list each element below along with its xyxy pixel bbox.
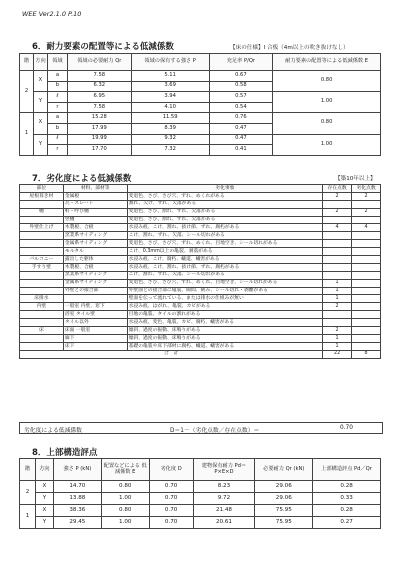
header-deg: 劣化点数 [352,185,381,193]
table-row: Y 13.88 1.00 0.70 9.72 29.06 0.33 [20,493,381,505]
table-row: 廊下 傾斜、過度の振動、床鳴りがある 1 [20,334,381,342]
header-direction: 方向 [33,54,47,71]
formula-expression: D＝1－（劣化点数／存在点数）＝ [170,427,260,434]
table-row: 2 X a 7.58 5.11 0.67 0.80 [20,71,381,82]
table-row: 床 床面 一般室 傾斜、過度の振動、床鳴りがある 2 [20,327,381,335]
header-score: 上部構造評点 Pd／Qr [313,459,381,481]
table-row: 手すり壁 木製板、合板 水浸み痕、こけ、割れ、抜け節、ずれ、腐朽がある [20,263,381,271]
header-capacity: 建物保有耐力 Pd＝P×E×D [193,459,255,481]
table-row: バルコニー 露出した躯体 水浸み痕、こけ、腐朽、蟻道、蟻害がある [20,256,381,264]
table-row: r 7.58 4.10 0.54 [20,102,381,113]
table-row: タイル以外 水浸み痕、変色、亀裂、カビ、腐朽、蟻害がある [20,319,381,327]
header-direction: 方向 [35,459,53,481]
header-part: 部位 [20,185,64,193]
table-row: Y 29.45 1.00 0.70 20.61 75.95 0.27 [20,517,381,529]
total-row: 合 計 22 8 [20,350,381,358]
header-region: 領域 [47,54,67,71]
table-row: 1 X 38.36 0.80 0.70 21.48 75.95 0.28 [20,505,381,517]
section7-note: 【築10年以上】 [335,176,376,182]
header-exist: 存在点数 [323,185,352,193]
table-row: 外壁仕上げ 木製板、合板 水浸み痕、こけ、割れ、抜け節、ずれ、腐朽がある 4 4 [20,224,381,232]
table-row: 2 X 14.70 0.80 0.70 8.23 29.06 0.28 [20,481,381,493]
header-ratio: 充足率 P/Qr [209,54,273,71]
table-row: 窯業系サイディング こけ、割れ、ずれ、欠落、シール切れがある [20,232,381,240]
table-row: Y ℓ 6.95 3.94 0.57 1.00 [20,92,381,103]
table-row: r 17.70 7.32 0.41 [20,145,381,156]
table-row: 1 X a 15.28 11.59 0.76 0.80 [20,113,381,124]
table-row: 外壁との接合部 外壁面との接合部に亀裂、隙間、緩み、シール切れ・剥離がある 1 [20,287,381,295]
table-row: 床排水 壁面を伝って流れている、または排水の仕組みが無い 1 [20,295,381,303]
section6-table [19,53,381,156]
table-row: 内壁 一般室 内壁、窓下 水浸み痕、はがれ、亀裂、カビがある 2 [20,303,381,311]
section7-title: 7．劣化度による低減係数 [32,174,132,184]
table-row: Y ℓ 19.99 9.32 0.47 1.00 [20,134,381,145]
table-row: 床下 基礎の亀裂や床下部材に腐朽、蟻道、蟻害がある 1 [20,342,381,350]
deterioration-formula [19,422,383,434]
header-material: 材料、部材等 [63,185,127,193]
header-required: 領域の必要耐力 Qr [67,54,131,71]
table-row: b 6.32 3.69 0.58 [20,81,381,92]
table-row: 竪樋 変退色、さび、割れ、ずれ、欠落がある [20,216,381,224]
header-strength: 強さ P (kN) [53,459,101,481]
section7-table [19,184,381,359]
header-event: 劣化事象 [127,185,323,193]
header-strength: 領域の保有する強さ P [131,54,209,71]
section8-table [19,458,381,529]
header-deterioration: 劣化度 D [149,459,193,481]
header-reduction: 配置などによる 低減係数 E [101,459,149,481]
page-header: WEE Ver2.1.0 P.10 [22,10,82,18]
table-row: 浴室 タイル壁 目地の亀裂、タイルの割れがある [20,311,381,319]
table-row: 窯業系サイディング こけ、割れ、ずれ、欠落、シール切れがある [20,271,381,279]
table-row: b 17.99 8.39 0.47 [20,123,381,134]
table-row: 瓦・スレート 割れ、欠け、ずれ、欠落がある [20,200,381,208]
table-row: モルタル こけ、0.3mm以上の亀裂、剥落がある [20,248,381,256]
header-reduction: 耐力要素の配置等による低減係数 E [273,54,381,71]
section8-title: 8．上部構造評点 [32,448,98,458]
header-floor: 階 [20,54,34,71]
header-required: 必要耐力 Qr (kN) [255,459,313,481]
table-row: 屋根葺き材 金属板 変退色、さび、さび穴、ずれ、めくれがある 2 2 [20,192,381,200]
header-floor: 階 [20,459,36,481]
table-row: 金属系サイディング 変退色、さび、さび穴、ずれ、めくれ、目地空き、シール切れがある [20,240,381,248]
table-row: 金属系サイディング 変退色、さび、さび穴、ずれ、めくれ、目地空き、シール切れがある 1 [20,279,381,287]
table-row: 樋 軒・呼び樋 変退色、さび、割れ、ずれ、欠落がある 2 2 [20,208,381,216]
formula-label: 劣化度による低減係数 [24,427,82,434]
section6-note: 【床の仕様】Ⅰ 合板（4m以上の吹き抜けなし） [230,45,349,51]
section6-title: 6．耐力要素の配置等による低減係数 [32,42,174,52]
formula-value: 0.70 [340,424,353,431]
